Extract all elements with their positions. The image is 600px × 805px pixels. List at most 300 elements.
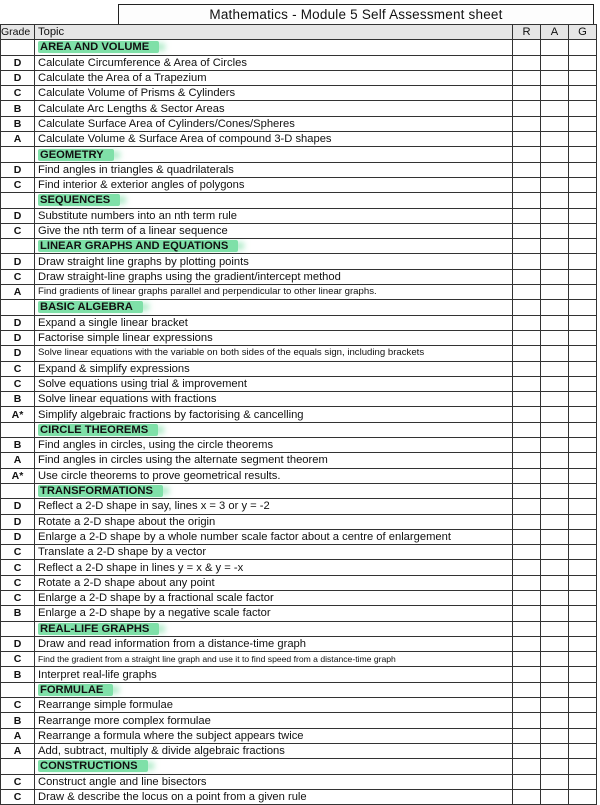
g-rating-cell[interactable] (569, 499, 597, 514)
g-rating-cell[interactable] (569, 86, 597, 101)
section-title-cell (35, 40, 513, 55)
a-rating-cell[interactable] (541, 254, 569, 269)
section-title-cell (35, 147, 513, 162)
topic-cell: Expand & simplify expressions (35, 361, 513, 376)
g-rating-cell[interactable] (569, 743, 597, 758)
r-rating-cell[interactable] (513, 392, 541, 407)
g-rating-cell[interactable] (569, 682, 597, 697)
grade-cell: A (1, 728, 35, 743)
g-rating-cell[interactable] (569, 759, 597, 774)
g-rating-cell[interactable] (569, 101, 597, 116)
topic-row (1, 499, 597, 514)
g-rating-cell[interactable] (569, 468, 597, 483)
a-rating-cell[interactable] (541, 728, 569, 743)
topic-rows (1, 40, 597, 805)
r-rating-cell[interactable] (513, 545, 541, 560)
a-rating-cell[interactable] (541, 300, 569, 315)
topic-cell: Draw straight line graphs by plotting points (35, 254, 513, 269)
a-rating-cell[interactable] (541, 468, 569, 483)
r-rating-cell[interactable] (513, 346, 541, 361)
r-rating-cell[interactable] (513, 269, 541, 284)
a-header: A (541, 25, 569, 40)
a-rating-cell[interactable] (541, 223, 569, 238)
section-grade-cell (1, 621, 35, 636)
topic-row (1, 361, 597, 376)
section-title-cell (35, 239, 513, 254)
topic-row (1, 698, 597, 713)
topic-cell: Enlarge a 2-D shape by a negative scale factor (35, 606, 513, 621)
r-rating-cell[interactable] (513, 483, 541, 498)
r-rating-cell[interactable] (513, 193, 541, 208)
a-rating-cell[interactable] (541, 361, 569, 376)
g-rating-cell[interactable] (569, 193, 597, 208)
g-rating-cell[interactable] (569, 545, 597, 560)
topic-row (1, 438, 597, 453)
topic-row (1, 208, 597, 223)
topic-row (1, 575, 597, 590)
topic-cell: Rotate a 2-D shape about any point (35, 575, 513, 590)
section-header-row (1, 682, 597, 697)
r-rating-cell[interactable] (513, 636, 541, 651)
r-rating-cell[interactable] (513, 759, 541, 774)
section-header-row (1, 239, 597, 254)
a-rating-cell[interactable] (541, 606, 569, 621)
grade-cell: D (1, 529, 35, 544)
topic-cell: Find the gradient from a straight line graph and use it to find speed from a distance-time graph (35, 652, 513, 667)
topic-cell: Substitute numbers into an nth term rule (35, 208, 513, 223)
topic-cell: Find angles in circles using the alternate segment theorem (35, 453, 513, 468)
g-rating-cell[interactable] (569, 285, 597, 300)
r-rating-cell[interactable] (513, 728, 541, 743)
section-header-row (1, 621, 597, 636)
a-rating-cell[interactable] (541, 177, 569, 192)
topic-cell: Factorise simple linear expressions (35, 330, 513, 345)
r-rating-cell[interactable] (513, 300, 541, 315)
grade-cell: B (1, 101, 35, 116)
topic-cell: Give the nth term of a linear sequence (35, 223, 513, 238)
r-rating-cell[interactable] (513, 713, 541, 728)
r-rating-cell[interactable] (513, 132, 541, 147)
a-rating-cell[interactable] (541, 86, 569, 101)
topic-cell: Interpret real-life graphs (35, 667, 513, 682)
g-rating-cell[interactable] (569, 40, 597, 55)
g-rating-cell[interactable] (569, 254, 597, 269)
r-rating-cell[interactable] (513, 453, 541, 468)
grade-cell: D (1, 636, 35, 651)
topic-row (1, 713, 597, 728)
grade-cell: C (1, 269, 35, 284)
topic-cell: Calculate Volume of Prisms & Cylinders (35, 86, 513, 101)
g-rating-cell[interactable] (569, 407, 597, 422)
a-rating-cell[interactable] (541, 70, 569, 85)
r-rating-cell[interactable] (513, 698, 541, 713)
g-rating-cell[interactable] (569, 529, 597, 544)
topic-row (1, 55, 597, 70)
topic-row (1, 70, 597, 85)
topic-cell: Enlarge a 2-D shape by a whole number scale factor about a centre of enlargement (35, 529, 513, 544)
topic-cell: Add, subtract, multiply & divide algebraic fractions (35, 743, 513, 758)
r-rating-cell[interactable] (513, 667, 541, 682)
g-rating-cell[interactable] (569, 55, 597, 70)
topic-row (1, 453, 597, 468)
r-rating-cell[interactable] (513, 40, 541, 55)
topic-row (1, 590, 597, 605)
r-rating-cell[interactable] (513, 514, 541, 529)
grade-cell: C (1, 223, 35, 238)
section-grade-cell (1, 147, 35, 162)
g-rating-cell[interactable] (569, 132, 597, 147)
topic-row (1, 606, 597, 621)
a-rating-cell[interactable] (541, 667, 569, 682)
section-grade-cell (1, 300, 35, 315)
r-rating-cell[interactable] (513, 743, 541, 758)
r-rating-cell[interactable] (513, 55, 541, 70)
a-rating-cell[interactable] (541, 407, 569, 422)
a-rating-cell[interactable] (541, 346, 569, 361)
section-header-row (1, 759, 597, 774)
g-rating-cell[interactable] (569, 147, 597, 162)
grade-cell: C (1, 652, 35, 667)
g-rating-cell[interactable] (569, 239, 597, 254)
r-rating-cell[interactable] (513, 499, 541, 514)
a-rating-cell[interactable] (541, 652, 569, 667)
section-title-cell (35, 483, 513, 498)
r-rating-cell[interactable] (513, 682, 541, 697)
section-title-cell (35, 193, 513, 208)
topic-cell: Rearrange more complex formulae (35, 713, 513, 728)
topic-row (1, 392, 597, 407)
r-rating-cell[interactable] (513, 361, 541, 376)
r-rating-cell[interactable] (513, 621, 541, 636)
section-grade-cell (1, 759, 35, 774)
grade-cell: C (1, 86, 35, 101)
topic-row (1, 330, 597, 345)
topic-row (1, 545, 597, 560)
a-rating-cell[interactable] (541, 40, 569, 55)
grade-cell: A* (1, 407, 35, 422)
section-title: AREA AND VOLUME (38, 41, 159, 53)
a-rating-cell[interactable] (541, 208, 569, 223)
r-rating-cell[interactable] (513, 239, 541, 254)
topic-row (1, 346, 597, 361)
topic-row (1, 254, 597, 269)
topic-cell: Find angles in triangles & quadrilaterals (35, 162, 513, 177)
g-rating-cell[interactable] (569, 575, 597, 590)
section-grade-cell (1, 483, 35, 498)
r-rating-cell[interactable] (513, 652, 541, 667)
g-rating-cell[interactable] (569, 713, 597, 728)
a-rating-cell[interactable] (541, 315, 569, 330)
grade-cell: B (1, 392, 35, 407)
r-rating-cell[interactable] (513, 575, 541, 590)
section-header-row (1, 422, 597, 437)
g-rating-cell[interactable] (569, 422, 597, 437)
g-rating-cell[interactable] (569, 590, 597, 605)
a-rating-cell[interactable] (541, 529, 569, 544)
a-rating-cell[interactable] (541, 759, 569, 774)
g-rating-cell[interactable] (569, 774, 597, 789)
r-rating-cell[interactable] (513, 330, 541, 345)
a-rating-cell[interactable] (541, 376, 569, 391)
topic-cell: Construct angle and line bisectors (35, 774, 513, 789)
grade-cell: B (1, 713, 35, 728)
a-rating-cell[interactable] (541, 621, 569, 636)
r-rating-cell[interactable] (513, 86, 541, 101)
r-rating-cell[interactable] (513, 208, 541, 223)
section-title: GEOMETRY (38, 149, 114, 161)
a-rating-cell[interactable] (541, 483, 569, 498)
grade-cell: B (1, 116, 35, 131)
grade-cell: B (1, 606, 35, 621)
sheet-title: Mathematics - Module 5 Self Assessment sheet (118, 4, 594, 24)
section-grade-cell (1, 239, 35, 254)
topic-row (1, 560, 597, 575)
topic-row (1, 743, 597, 758)
a-rating-cell[interactable] (541, 682, 569, 697)
section-title-cell (35, 300, 513, 315)
grade-cell: D (1, 499, 35, 514)
g-rating-cell[interactable] (569, 315, 597, 330)
grade-cell: C (1, 774, 35, 789)
topic-cell: Simplify algebraic fractions by factorising & cancelling (35, 407, 513, 422)
a-rating-cell[interactable] (541, 101, 569, 116)
topic-row (1, 177, 597, 192)
r-rating-cell[interactable] (513, 606, 541, 621)
topic-cell: Calculate the Area of a Trapezium (35, 70, 513, 85)
a-rating-cell[interactable] (541, 789, 569, 804)
a-rating-cell[interactable] (541, 162, 569, 177)
g-rating-cell[interactable] (569, 70, 597, 85)
a-rating-cell[interactable] (541, 239, 569, 254)
r-rating-cell[interactable] (513, 789, 541, 804)
r-rating-cell[interactable] (513, 422, 541, 437)
section-title: BASIC ALGEBRA (38, 301, 143, 313)
g-rating-cell[interactable] (569, 514, 597, 529)
r-rating-cell[interactable] (513, 560, 541, 575)
a-rating-cell[interactable] (541, 116, 569, 131)
topic-row (1, 269, 597, 284)
r-rating-cell[interactable] (513, 438, 541, 453)
topic-cell: Enlarge a 2-D shape by a fractional scale factor (35, 590, 513, 605)
topic-row (1, 407, 597, 422)
section-title: SEQUENCES (38, 194, 120, 206)
g-rating-cell[interactable] (569, 606, 597, 621)
g-rating-cell[interactable] (569, 453, 597, 468)
grade-cell: D (1, 70, 35, 85)
section-header-row (1, 40, 597, 55)
grade-cell: C (1, 590, 35, 605)
r-rating-cell[interactable] (513, 101, 541, 116)
topic-cell: Calculate Surface Area of Cylinders/Cones/Spheres (35, 116, 513, 131)
r-rating-cell[interactable] (513, 285, 541, 300)
a-rating-cell[interactable] (541, 575, 569, 590)
topic-cell: Solve linear equations with the variable on both sides of the equals sign, including brackets (35, 346, 513, 361)
r-rating-cell[interactable] (513, 70, 541, 85)
section-title: LINEAR GRAPHS AND EQUATIONS (38, 240, 238, 252)
topic-row (1, 468, 597, 483)
g-rating-cell[interactable] (569, 346, 597, 361)
g-rating-cell[interactable] (569, 223, 597, 238)
grade-header: Grade (1, 25, 35, 40)
section-grade-cell (1, 40, 35, 55)
topic-cell: Solve equations using trial & improvement (35, 376, 513, 391)
topic-cell: Draw & describe the locus on a point from a given rule (35, 789, 513, 804)
g-rating-cell[interactable] (569, 269, 597, 284)
section-grade-cell (1, 422, 35, 437)
g-rating-cell[interactable] (569, 438, 597, 453)
header-row (1, 25, 597, 40)
g-header: G (569, 25, 597, 40)
r-rating-cell[interactable] (513, 254, 541, 269)
topic-row (1, 101, 597, 116)
grade-cell: C (1, 545, 35, 560)
r-rating-cell[interactable] (513, 116, 541, 131)
g-rating-cell[interactable] (569, 116, 597, 131)
grade-cell: D (1, 315, 35, 330)
topic-cell: Use circle theorems to prove geometrical results. (35, 468, 513, 483)
g-rating-cell[interactable] (569, 728, 597, 743)
a-rating-cell[interactable] (541, 499, 569, 514)
grade-cell: C (1, 698, 35, 713)
r-rating-cell[interactable] (513, 774, 541, 789)
g-rating-cell[interactable] (569, 361, 597, 376)
a-rating-cell[interactable] (541, 193, 569, 208)
topic-row (1, 529, 597, 544)
a-rating-cell[interactable] (541, 132, 569, 147)
topic-row (1, 728, 597, 743)
grade-cell: A (1, 743, 35, 758)
r-rating-cell[interactable] (513, 407, 541, 422)
r-rating-cell[interactable] (513, 468, 541, 483)
g-rating-cell[interactable] (569, 177, 597, 192)
grade-cell: D (1, 346, 35, 361)
r-header: R (513, 25, 541, 40)
topic-cell: Draw and read information from a distance-time graph (35, 636, 513, 651)
a-rating-cell[interactable] (541, 438, 569, 453)
a-rating-cell[interactable] (541, 713, 569, 728)
topic-cell: Draw straight-line graphs using the gradient/intercept method (35, 269, 513, 284)
g-rating-cell[interactable] (569, 667, 597, 682)
assessment-table (0, 24, 597, 805)
topic-cell: Calculate Circumference & Area of Circles (35, 55, 513, 70)
a-rating-cell[interactable] (541, 560, 569, 575)
r-rating-cell[interactable] (513, 315, 541, 330)
topic-row (1, 376, 597, 391)
g-rating-cell[interactable] (569, 560, 597, 575)
g-rating-cell[interactable] (569, 376, 597, 391)
g-rating-cell[interactable] (569, 789, 597, 804)
a-rating-cell[interactable] (541, 774, 569, 789)
topic-cell: Expand a single linear bracket (35, 315, 513, 330)
a-rating-cell[interactable] (541, 422, 569, 437)
a-rating-cell[interactable] (541, 453, 569, 468)
r-rating-cell[interactable] (513, 590, 541, 605)
r-rating-cell[interactable] (513, 376, 541, 391)
a-rating-cell[interactable] (541, 147, 569, 162)
section-title-cell (35, 759, 513, 774)
g-rating-cell[interactable] (569, 392, 597, 407)
section-grade-cell (1, 193, 35, 208)
grade-cell: D (1, 254, 35, 269)
grade-cell: D (1, 55, 35, 70)
a-rating-cell[interactable] (541, 743, 569, 758)
topic-cell: Find angles in circles, using the circle theorems (35, 438, 513, 453)
a-rating-cell[interactable] (541, 545, 569, 560)
section-header-row (1, 193, 597, 208)
topic-header: Topic (35, 25, 513, 40)
topic-cell: Reflect a 2-D shape in lines y = x & y = -x (35, 560, 513, 575)
section-title: FORMULAE (38, 684, 113, 696)
topic-row (1, 132, 597, 147)
topic-cell: Rotate a 2-D shape about the origin (35, 514, 513, 529)
g-rating-cell[interactable] (569, 652, 597, 667)
a-rating-cell[interactable] (541, 330, 569, 345)
topic-cell: Reflect a 2-D shape in say, lines x = 3 or y = -2 (35, 499, 513, 514)
topic-row (1, 162, 597, 177)
grade-cell: A (1, 453, 35, 468)
section-grade-cell (1, 682, 35, 697)
g-rating-cell[interactable] (569, 208, 597, 223)
r-rating-cell[interactable] (513, 529, 541, 544)
grade-cell: D (1, 208, 35, 223)
grade-cell: B (1, 667, 35, 682)
topic-cell: Rearrange simple formulae (35, 698, 513, 713)
grade-cell: A (1, 285, 35, 300)
grade-cell: C (1, 177, 35, 192)
topic-cell: Calculate Volume & Surface Area of compound 3-D shapes (35, 132, 513, 147)
g-rating-cell[interactable] (569, 483, 597, 498)
topic-cell: Calculate Arc Lengths & Sector Areas (35, 101, 513, 116)
grade-cell: D (1, 330, 35, 345)
g-rating-cell[interactable] (569, 162, 597, 177)
a-rating-cell[interactable] (541, 269, 569, 284)
r-rating-cell[interactable] (513, 147, 541, 162)
section-header-row (1, 483, 597, 498)
a-rating-cell[interactable] (541, 392, 569, 407)
g-rating-cell[interactable] (569, 300, 597, 315)
section-title: CIRCLE THEOREMS (38, 424, 158, 436)
a-rating-cell[interactable] (541, 590, 569, 605)
r-rating-cell[interactable] (513, 223, 541, 238)
section-title: CONSTRUCTIONS (38, 760, 148, 772)
a-rating-cell[interactable] (541, 698, 569, 713)
topic-cell: Solve linear equations with fractions (35, 392, 513, 407)
grade-cell: C (1, 361, 35, 376)
r-rating-cell[interactable] (513, 162, 541, 177)
a-rating-cell[interactable] (541, 636, 569, 651)
a-rating-cell[interactable] (541, 514, 569, 529)
a-rating-cell[interactable] (541, 55, 569, 70)
topic-row (1, 285, 597, 300)
g-rating-cell[interactable] (569, 330, 597, 345)
a-rating-cell[interactable] (541, 285, 569, 300)
grade-cell: A (1, 132, 35, 147)
r-rating-cell[interactable] (513, 177, 541, 192)
g-rating-cell[interactable] (569, 636, 597, 651)
grade-cell: D (1, 514, 35, 529)
topic-cell: Rearrange a formula where the subject appears twice (35, 728, 513, 743)
topic-row (1, 652, 597, 667)
g-rating-cell[interactable] (569, 621, 597, 636)
grade-cell: C (1, 789, 35, 804)
topic-row (1, 514, 597, 529)
topic-row (1, 789, 597, 804)
section-title-cell (35, 682, 513, 697)
grade-cell: C (1, 560, 35, 575)
topic-cell: Find interior & exterior angles of polygons (35, 177, 513, 192)
g-rating-cell[interactable] (569, 698, 597, 713)
topic-row (1, 636, 597, 651)
